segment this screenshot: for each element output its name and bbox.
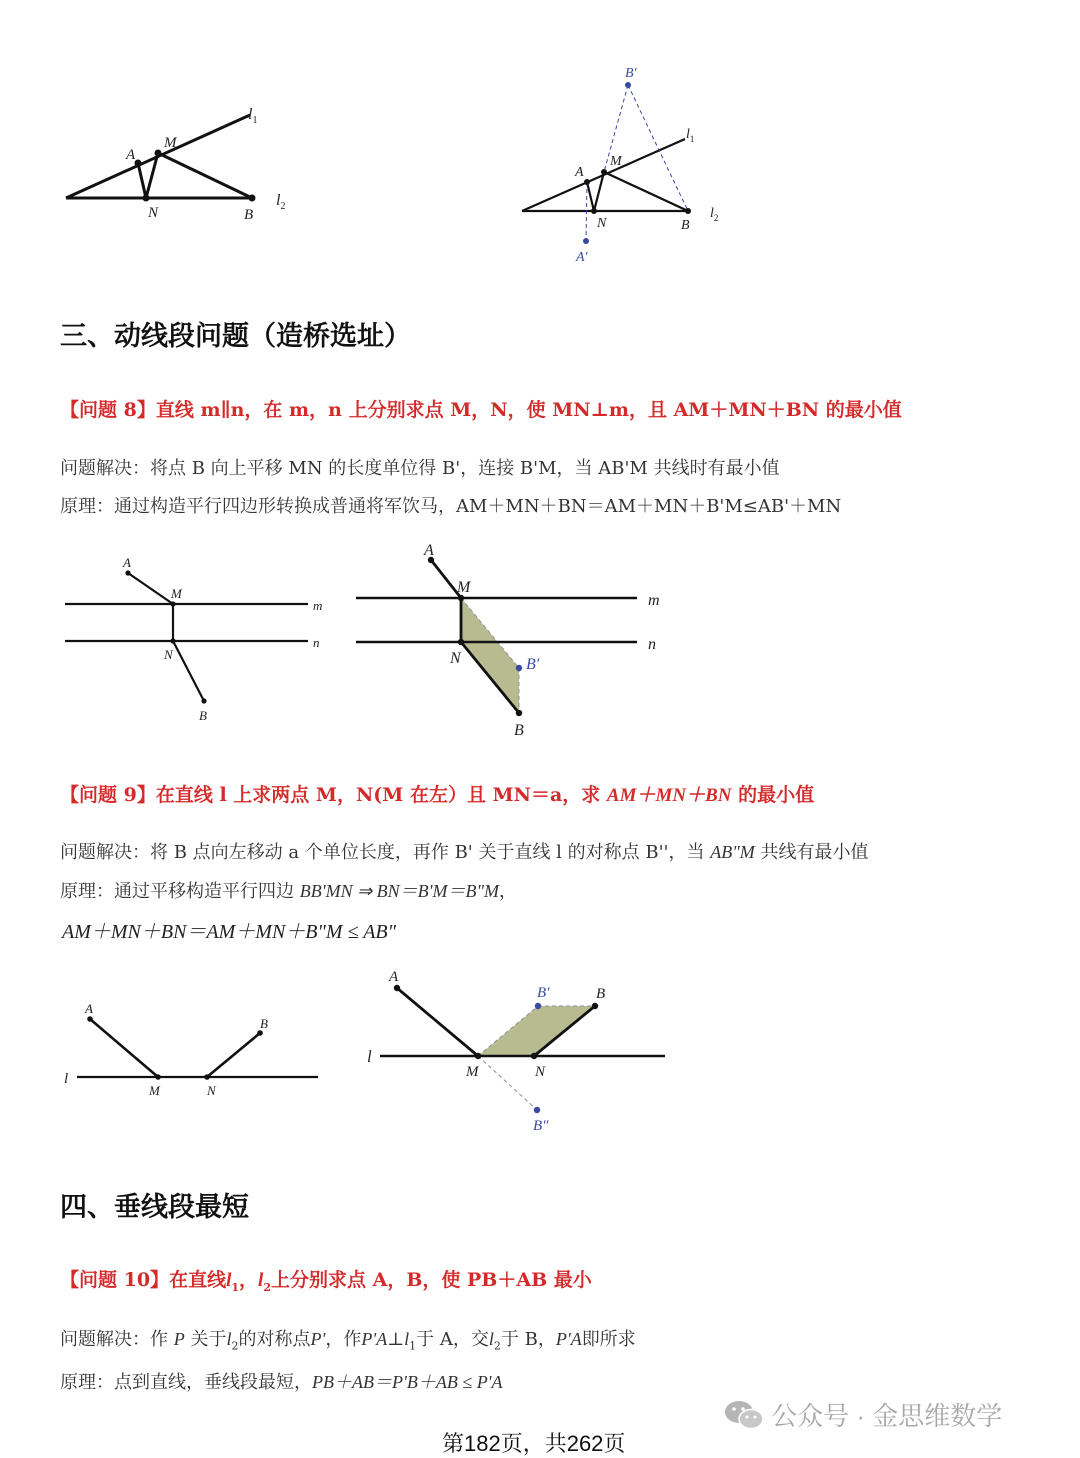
sol-l2b: l	[488, 1329, 494, 1349]
problem-9-solution-end: 共线有最小值	[754, 842, 869, 863]
segment-a-m	[397, 988, 478, 1056]
point-n	[458, 639, 464, 645]
problem-10-text: 在直线	[169, 1269, 227, 1291]
problem-9-principle-text: 原理：通过平移构造平行四边	[60, 881, 300, 902]
problem-8-statement	[60, 395, 902, 422]
segment-m-b	[158, 153, 252, 198]
wechat-icon	[722, 1398, 766, 1432]
figure-1-two-lines-diagram	[0, 95, 320, 235]
problem-9-formula: AM＋MN＋BN＝AM＋MN＋B"M ≤ AB"	[62, 921, 397, 943]
label-l1: $l_1$	[248, 106, 258, 126]
point-n	[531, 1053, 537, 1059]
problem-9-principle-math: BB'MN ⇒ BN＝B'M＝B"M	[299, 881, 500, 901]
point-a	[394, 985, 400, 991]
point-b	[201, 698, 206, 703]
principle-math: PB＋AB＝P'B＋AB ≤ P'A	[312, 1372, 503, 1392]
sol-p: P	[173, 1329, 185, 1349]
point-m	[601, 169, 607, 175]
problem-9-solution-math: AB"M	[710, 842, 755, 862]
point-a	[135, 160, 142, 167]
problem-8-text: 直线 m∥n，在 m，n 上分别求点 M，N，使 MN⊥m，且 AM＋MN＋BN 的最小值	[155, 399, 902, 421]
principle-text: 原理：点到直线，垂线段最短，	[60, 1372, 312, 1393]
watermark-text: 公众号 · 金思维数学	[771, 1401, 1003, 1431]
problem-10-comma: ，	[239, 1269, 259, 1291]
problem-8-solution: 问题解决：将点 B 向上平移 MN 的长度单位得 B'，连接 B'M，当 AB'M 共线时有最小值	[60, 458, 780, 479]
sol-text-g: 于 B，	[500, 1329, 556, 1350]
label-a: A	[85, 1001, 93, 1016]
label-b: B	[199, 708, 207, 723]
label-n: N	[164, 647, 173, 662]
point-b	[516, 710, 522, 716]
shaded-parallelogram	[461, 598, 519, 713]
problem-10-statement	[60, 1265, 592, 1294]
sol-l2-sub: 2	[231, 1339, 239, 1353]
problem-9-tag: 【问题 9】	[60, 784, 156, 806]
problem-9-principle-end: ，	[499, 881, 518, 902]
point-a	[584, 179, 590, 185]
sol-text-f: 于 A，交	[416, 1329, 489, 1350]
label-a: A	[126, 147, 136, 163]
page-number-footer: 第182页，共262页	[442, 1431, 626, 1456]
label-n: N	[148, 205, 159, 221]
problem-10-solution	[60, 1325, 636, 1353]
label-m: M	[610, 154, 622, 169]
problem-10-l1-sub: 1	[231, 1280, 240, 1294]
label-a: A	[424, 542, 434, 559]
sol-perp: ⊥	[387, 1329, 405, 1350]
sol-pprime-a: P'A	[361, 1329, 388, 1349]
segment-n-b	[207, 1033, 260, 1077]
label-b-prime: B′	[537, 985, 550, 1001]
sol-text-d: ，作	[325, 1329, 362, 1350]
sol-pprime: P'	[310, 1329, 326, 1349]
label-l: l	[367, 1047, 372, 1066]
label-l2: $l_2$	[276, 192, 286, 212]
point-a-prime	[583, 238, 589, 244]
point-b	[257, 1030, 263, 1036]
point-n	[204, 1074, 210, 1080]
label-m: M	[149, 1083, 160, 1098]
label-n: N	[535, 1064, 546, 1080]
figure-2-reflection-diagram	[500, 55, 740, 270]
label-b-prime: B′	[625, 66, 637, 81]
point-b	[685, 208, 691, 214]
problem-10-l2-sub: 2	[263, 1280, 271, 1294]
problem-9-text: 在直线 l 上求两点 M，N(M 在左）且 MN＝a，求	[155, 784, 607, 806]
label-m-line: m	[648, 592, 660, 609]
watermark	[722, 1396, 1002, 1433]
point-b	[592, 1003, 598, 1009]
label-n: N	[207, 1083, 216, 1098]
label-m: M	[457, 579, 471, 596]
problem-10-principle	[60, 1368, 503, 1394]
sol-text-c: 的对称点	[238, 1329, 311, 1350]
point-m	[170, 601, 175, 606]
point-b-double-prime	[534, 1107, 540, 1113]
segment-a-m	[128, 573, 173, 604]
point-a	[87, 1016, 93, 1022]
label-m: M	[466, 1064, 479, 1080]
sol-pprime-a-2: P'A	[555, 1329, 582, 1349]
point-n	[170, 638, 175, 643]
segment-m-b	[604, 172, 688, 211]
figure-3-parallel-lines-diagram	[50, 548, 340, 728]
label-b: B	[260, 1016, 268, 1031]
segment-a-m	[90, 1019, 158, 1077]
label-m: M	[171, 586, 182, 601]
dashed-a-aprime	[586, 182, 587, 241]
problem-9-solution	[60, 838, 869, 864]
point-m	[155, 1074, 161, 1080]
shaded-parallelogram	[478, 1006, 595, 1056]
label-l: l	[64, 1071, 69, 1087]
label-l2: $l_2$	[710, 206, 719, 223]
sol-l1-sub: 1	[409, 1339, 417, 1353]
problem-9-expression: AM＋MN＋BN	[606, 785, 732, 806]
label-a: A	[389, 969, 399, 985]
label-b-double-prime: B″	[533, 1118, 549, 1134]
problem-9-principle	[60, 877, 517, 903]
label-a-prime: A′	[576, 250, 588, 265]
problem-10-text-end: 上分别求点 A，B，使 PB＋AB 最小	[270, 1269, 592, 1291]
segment-n-b	[173, 641, 204, 701]
point-n	[591, 208, 597, 214]
point-n	[143, 195, 150, 202]
problem-9-solution-text: 问题解决：将 B 点向左移动 a 个单位长度，再作 B' 关于直线 l 的对称点 B''，当	[60, 842, 711, 863]
problem-10-l1: l	[226, 1270, 232, 1291]
label-b: B	[596, 986, 606, 1002]
figure-5-single-line-diagram	[50, 1000, 340, 1110]
point-b-prime	[625, 82, 631, 88]
problem-10-l2: l	[258, 1270, 264, 1291]
problem-9-text-end: 的最小值	[731, 784, 815, 806]
sol-l1: l	[404, 1329, 410, 1349]
point-m	[475, 1053, 481, 1059]
label-n-line: n	[313, 635, 320, 650]
sol-text-a: 问题解决：作	[60, 1329, 174, 1350]
label-n-line: n	[648, 636, 656, 653]
figure-6-translation-diagram	[360, 960, 680, 1140]
label-n: N	[450, 650, 461, 667]
label-b-prime: B′	[526, 656, 540, 673]
problem-8-principle: 原理：通过构造平行四边形转换成普通将军饮马，AM＋MN＋BN＝AM＋MN＋B'M≤AB'＋MN	[60, 496, 842, 517]
section-3-heading: 三、动线段问题（造桥选址）	[60, 321, 411, 352]
sol-l2: l	[226, 1329, 232, 1349]
point-a	[125, 570, 130, 575]
label-b: B	[244, 207, 254, 223]
label-m: M	[164, 135, 177, 151]
problem-8-tag: 【问题 8】	[60, 399, 156, 421]
point-b	[249, 195, 256, 202]
label-b: B	[514, 722, 524, 739]
label-l1: $l_1$	[686, 127, 695, 144]
section-4-heading: 四、垂线段最短	[60, 1192, 249, 1223]
label-m-line: m	[313, 598, 323, 613]
label-a: A	[575, 165, 584, 180]
sol-l2b-sub: 2	[493, 1339, 501, 1353]
problem-9-statement	[60, 780, 814, 807]
label-n: N	[597, 216, 607, 231]
label-a: A	[123, 555, 131, 570]
sol-text-b: 关于	[184, 1329, 227, 1350]
dashed-m-bdoubleprime	[478, 1056, 537, 1110]
point-m	[155, 150, 162, 157]
label-b: B	[681, 218, 690, 233]
point-b-prime	[535, 1003, 541, 1009]
problem-10-tag: 【问题 10】	[60, 1269, 170, 1291]
figure-4-bridge-diagram	[345, 535, 685, 745]
sol-text-h: 即所求	[581, 1329, 636, 1350]
point-b-prime	[516, 665, 522, 671]
dashed-bprime-b	[628, 85, 688, 211]
